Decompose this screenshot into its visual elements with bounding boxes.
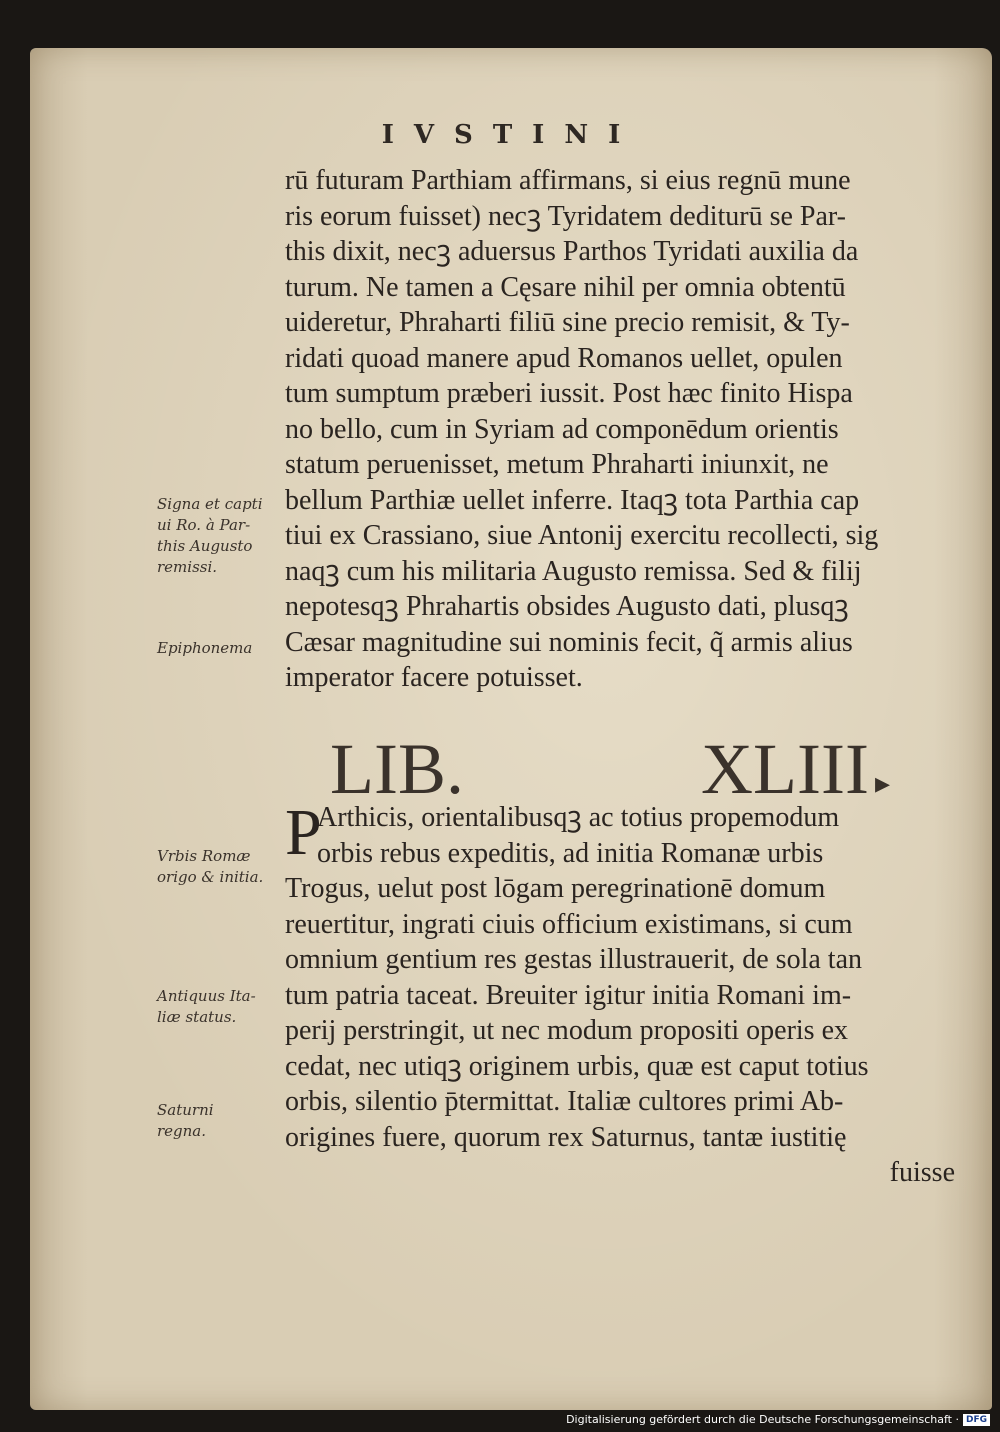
drop-cap-initial: P: [285, 796, 322, 869]
text-line: tum sumptum præberi iussit. Post hæc finito Hispa: [285, 378, 853, 409]
text-line: imperator facere potuisset.: [285, 662, 583, 693]
text-line: statum peruenisset, metum Phraharti iniunxit, ne: [285, 449, 829, 480]
text-line: this dixit, necꝫ aduersus Parthos Tyridati auxilia da: [285, 236, 859, 267]
text-line: tiui ex Crassiano, siue Antonij exercitu recollecti, sig: [285, 520, 879, 551]
book-heading: [330, 728, 890, 811]
text-line: orbis, silentio p̄termittat. Italiæ cultores primi Ab-: [285, 1086, 844, 1117]
marginal-note: Signa et capti ui Ro. à Par- this Augusto remissi.: [157, 495, 263, 576]
text-line: nepotesqꝫ Phrahartis obsides Augusto dati, plusqꝫ: [285, 591, 849, 622]
text-line: Arthicis, orientalibusqꝫ ac totius propemodum: [317, 802, 840, 833]
text-block-bottom: [285, 796, 955, 1191]
text-line: tum patria taceat. Breuiter igitur initia Romani im-: [285, 979, 852, 1011]
book-page: [30, 48, 992, 1410]
book-heading-mark: ▸: [874, 767, 890, 800]
text-line: naqꝫ cum his militaria Augusto remissa. Sed & filij: [285, 555, 862, 587]
dfg-logo: DFG: [963, 1414, 990, 1426]
text-line: ris eorum fuisset) necꝫ Tyridatem dediturū se Par-: [285, 200, 847, 232]
text-line: omnium gentium res gestas illustrauerit, de sola tan: [285, 944, 862, 975]
text-line: turum. Ne tamen a Cęsare nihil per omnia obtentū: [285, 271, 846, 303]
digitization-credit: [566, 1413, 990, 1426]
text-line: Cæsar magnitudine sui nominis fecit, q̃ armis alius: [285, 626, 853, 658]
text-line: no bello, cum in Syriam ad componēdum orientis: [285, 413, 839, 445]
text-line: perij perstringit, ut nec modum propositi operis ex: [285, 1015, 849, 1046]
text-line: fuisse: [889, 1157, 955, 1188]
credit-text: Digitalisierung gefördert durch die Deutsche Forschungsgemeinschaft ·: [566, 1413, 959, 1426]
text-line: ridati quoad manere apud Romanos uellet, opulen: [285, 342, 843, 374]
text-line: bellum Parthiæ uellet inferre. Itaqꝫ tota Parthia cap: [285, 484, 860, 516]
text-line: Trogus, uelut post lōgam peregrinationē domum: [285, 873, 826, 904]
text-line: reuertitur, ingrati ciuis officium existimans, si cum: [285, 908, 853, 940]
text-line: uideretur, Phraharti filiū sine precio remisit, & Ty-: [285, 307, 850, 338]
marginal-note: Antiquus Ita- liæ status.: [157, 987, 256, 1026]
text-block-top: [285, 163, 955, 696]
marginal-note: Vrbis Romæ origo & initia.: [157, 847, 264, 886]
book-heading-lib: LIB.: [330, 729, 464, 809]
text-line: origines fuere, quorum rex Saturnus, tantæ iustitię: [285, 1121, 847, 1153]
running-title: IVSTINI: [381, 120, 641, 150]
book-heading-number: XLIII: [701, 729, 869, 809]
text-line: rū futuram Parthiam affirmans, si eius regnū mune: [285, 165, 851, 196]
book-heading-number-wrap: [701, 728, 890, 811]
marginal-note: Epiphonema: [157, 639, 253, 657]
marginal-note: Saturni regna.: [157, 1101, 214, 1140]
text-line: orbis rebus expeditis, ad initia Romanæ urbis: [317, 837, 824, 869]
text-line: cedat, nec utiqꝫ originem urbis, quæ est caput totius: [285, 1050, 869, 1082]
